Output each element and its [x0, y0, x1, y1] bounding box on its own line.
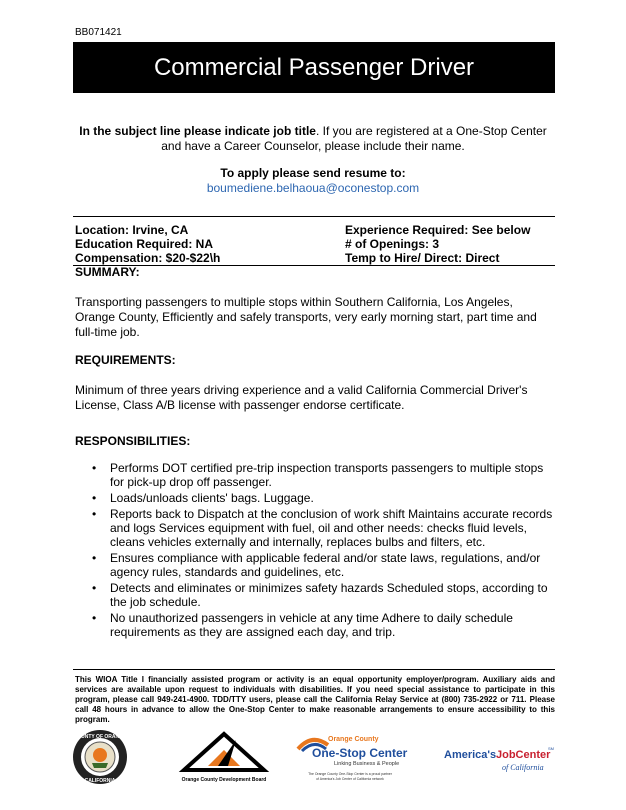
summary-text: Transporting passengers to multiple stops within Southern California, Los Angeles, Orange County, Efficiently and safely transports, very early morning start, part time and full-time job.	[75, 295, 537, 339]
info-row	[73, 251, 555, 265]
partner-logos	[70, 728, 560, 788]
svg-text:Orange County Development Boar: Orange County Development Board	[181, 777, 267, 783]
svg-text:CALIFORNIA: CALIFORNIA	[84, 778, 116, 784]
list-item: • Reports back to Dispatch at the conclusion of work shift Maintains accurate records and logs Services equipment with fuel, oil and other needs: checks fluid levels, cleans vehicles externally and internally, replaces bulbs and filters, etc.	[92, 507, 553, 549]
experience-required: Experience Required: See below	[345, 223, 531, 237]
list-item: • Detects and eliminates or minimizes safety hazards Scheduled stops, according to the job schedule.	[92, 581, 548, 609]
intro-rest: . If you are registered at a One-Stop Center and have a Career Counselor, please include their name.	[161, 124, 547, 153]
svg-text:JobCenter: JobCenter	[496, 749, 551, 761]
intro-bold: In the subject line please indicate job title	[79, 124, 316, 138]
list-item: • No unauthorized passengers in vehicle at any time Adhere to daily schedule requirements as they are assigned each day, and trip.	[92, 611, 513, 639]
location: Location: Irvine, CA	[75, 223, 189, 237]
county-seal-logo	[70, 728, 130, 786]
info-row	[73, 223, 555, 237]
apply-heading: To apply please send resume to:	[220, 166, 406, 180]
americas-job-center-logo	[442, 740, 552, 780]
apply-block	[70, 166, 556, 196]
list-item: • Performs DOT certified pre-trip inspection transports passengers to multiple stops for pick-up drop off passenger.	[92, 461, 544, 489]
job-title-banner: Commercial Passenger Driver	[73, 42, 555, 93]
number-of-openings: # of Openings: 3	[345, 237, 440, 251]
document-id: BB071421	[75, 27, 122, 38]
eeo-footer-text: This WIOA Title I financially assisted program or activity is an equal opportunity employer/program. Auxiliary aids and services are available upon request to individuals with disabilities. If you need special assistance to participate in this program, please call 949-241-4900. TDD/TTY users, please call the California Relay Service at (800) 735-2922 or 711. Please call 48 hours in advance to allow the One-Stop Center to make reasonable arrangements to ensure accessibility to this program.	[75, 675, 555, 724]
bullet-icon: •	[92, 611, 97, 625]
bullet-icon: •	[92, 507, 97, 521]
svg-text:One-Stop Center: One-Stop Center	[312, 746, 408, 760]
bullet-icon: •	[92, 581, 97, 595]
requirements-heading: REQUIREMENTS:	[75, 353, 176, 367]
requirements-text: Minimum of three years driving experience and a valid California Commercial Driver's License, Class A/B license with passenger endorse certificate.	[75, 383, 528, 412]
svg-text:Linking Business & People: Linking Business & People	[334, 761, 400, 767]
info-row	[73, 237, 555, 251]
bullet-icon: •	[92, 461, 97, 475]
svg-text:of California: of California	[502, 763, 544, 772]
summary-heading: SUMMARY:	[75, 265, 140, 279]
ocdb-logo	[178, 730, 270, 786]
svg-text:SM: SM	[548, 746, 554, 751]
svg-text:of America's Job Center of Cal: of America's Job Center of California network	[316, 777, 384, 781]
bullet-icon: •	[92, 551, 97, 565]
job-info-table	[73, 216, 555, 266]
compensation: Compensation: $20-$22\h	[75, 251, 221, 265]
svg-text:America's: America's	[444, 749, 497, 761]
svg-text:Orange County: Orange County	[328, 736, 379, 743]
responsibilities-heading: RESPONSIBILITIES:	[75, 434, 191, 448]
bullet-icon: •	[92, 491, 97, 505]
hire-type: Temp to Hire/ Direct: Direct	[345, 251, 500, 265]
list-item: • Loads/unloads clients' bags. Luggage.	[92, 491, 314, 505]
one-stop-center-logo	[290, 731, 410, 785]
footer-divider	[73, 669, 555, 670]
apply-email-link[interactable]: boumediene.belhaoua@oconestop.com	[206, 181, 420, 195]
responsibilities-list	[75, 461, 560, 641]
intro-text	[70, 124, 556, 154]
list-item: • Ensures compliance with applicable federal and/or state laws, regulations, and/or agency rules, standards and guidelines, etc.	[92, 551, 541, 579]
education-required: Education Required: NA	[75, 237, 214, 251]
svg-text:COUNTY OF ORANGE: COUNTY OF ORANGE	[73, 734, 127, 740]
svg-text:The Orange County One-Stop Cen: The Orange County One-Stop Center is a proud partner	[308, 772, 392, 776]
